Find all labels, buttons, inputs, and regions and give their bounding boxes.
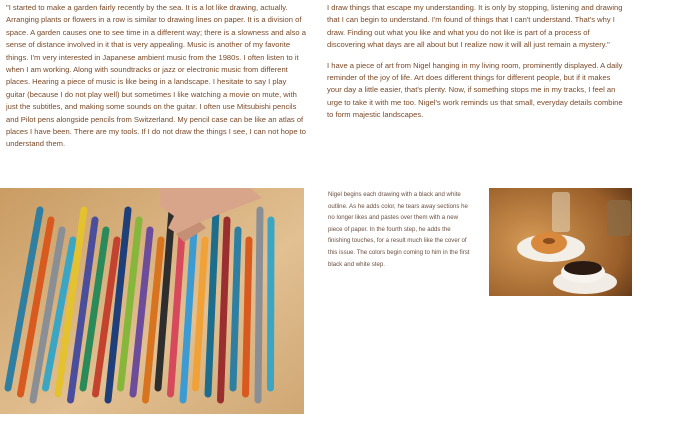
left-paragraph: "I started to make a garden fairly recently by the sea. It is a lot like drawing, actually. Arranging plants or flowers in a row is similar to drawing lines on paper. It is a division of space. A garden causes one to see time in a different way; there is a slowness and also a sense of distance involved in it that is very appealing. Music is another of my favorite things. I'm very interested in Japanese ambient music from the 1980s. I often listen to it when I am working. Along with soundtracks or jazz or electronic music from different places. Hearing a piece of music is like being in a landscape. I hesitate to say I play guitar (because I do not play well) but sometimes I like watching a movie on mute, with just the subtitles, and making some sounds on the guitar. I often use Mitsubishi pencils and Pilot pens alongside pencils from Switzerland. My pencil case can be like an atlas of places I have been. There are my tools. If I do not draw the things I see, I can not hope to understand them. <box>6 3 306 149</box>
photo-caption: Nigel begins each drawing with a black and white outline. As he adds color, he tears away sections he no longer likes and pastes over them with a new piece of paper. In the fourth step, he adds the finishing touches, for a result much like the cover of this issue. The colors begin coming to him in the first black and white step. <box>328 191 470 268</box>
pencil <box>233 230 238 388</box>
pencil <box>246 240 250 394</box>
pencils-photo <box>0 188 304 414</box>
pencil <box>258 210 260 400</box>
article-right-column <box>327 2 627 130</box>
right-paragraph-1: I draw things that escape my understanding. It is only by stopping, listening and drawing that I can begin to understand. I'm found of things that I can't understand. That's why I draw. Finding out what you like and what you do not like is part of a process of discovering what days are all about but I realize now it will all just remain a mystery." <box>327 3 623 50</box>
pencil <box>271 220 272 388</box>
right-paragraph-2: I have a piece of art from Nigel hanging in my living room, prominently displayed. A daily reminder of the joy of life. Art does different things for different people, but if it makes your day a little easier, that's plenty. Now, if something stops me in my tracks, I feel an urge to take it with me too. Nigel's work reminds us that small, everyday details combine to form majestic landscapes. <box>327 60 623 120</box>
article-left-column <box>6 2 306 151</box>
donut-coffee-photo <box>489 188 632 296</box>
